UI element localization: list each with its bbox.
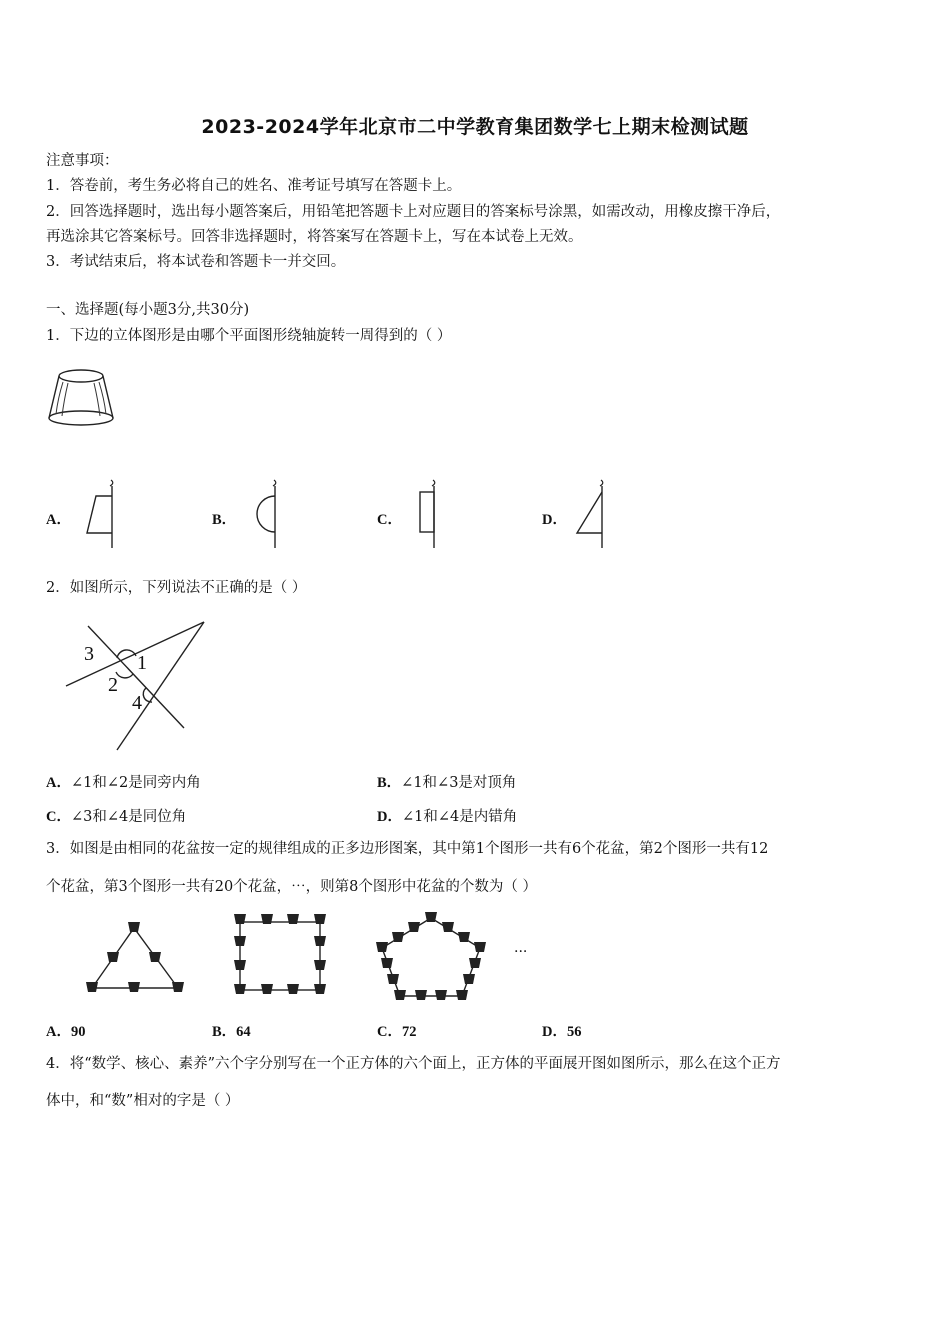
question-4-stem-line2: 体中，和“数”相对的字是（ ） (46, 1093, 240, 1109)
q2-option-a[interactable] (46, 771, 201, 792)
q2-option-a-letter: A． (46, 775, 71, 791)
page-title: 2023-2024学年北京市二中学教育集团数学七上期末检测试题 (201, 116, 749, 138)
flowerpot-pentagon-figure (372, 908, 490, 1004)
q2-option-c-letter: C． (46, 809, 71, 825)
q1-option-a-figure (82, 478, 122, 550)
q2-option-b-letter: B． (377, 775, 402, 791)
q3-option-d-letter: D． (542, 1024, 567, 1040)
q2-option-d-letter: D． (377, 809, 402, 825)
q1-option-d-label[interactable]: D． (542, 512, 567, 528)
angle-label-1: 1 (137, 652, 147, 674)
angle-figure (60, 614, 210, 754)
q2-option-c-text: ∠3和∠4是同位角 (70, 809, 187, 825)
frustum-figure (48, 366, 118, 430)
q3-option-b[interactable] (212, 1020, 251, 1041)
notes-heading: 注意事项： (46, 153, 119, 169)
question-4-stem-line1: 4．将“数学、核心、素养”六个字分别写在一个正方体的六个面上，正方体的平面展开图如图所示，那么在这个正方 (46, 1056, 781, 1072)
angle-label-4: 4 (132, 692, 142, 714)
question-3-stem-line1: 3．如图是由相同的花盆按一定的规律组成的正多边形图案，其中第1个图形一共有6个花盆，第2个图形一共有12 (46, 841, 769, 857)
q1-option-b-figure (250, 478, 290, 550)
q3-option-c[interactable] (377, 1020, 416, 1041)
q2-option-b[interactable] (377, 771, 516, 792)
angle-label-2: 2 (108, 674, 118, 696)
q3-option-c-letter: C． (377, 1024, 402, 1040)
q2-option-c[interactable] (46, 805, 186, 826)
q3-option-b-text: 64 (236, 1024, 251, 1040)
note-item: 1．答卷前，考生务必将自己的姓名、准考证号填写在答题卡上。 (46, 178, 462, 194)
q2-option-a-text: ∠1和∠2是同旁内角 (70, 775, 201, 791)
q2-option-d-text: ∠1和∠4是内错角 (401, 809, 518, 825)
q3-option-a-letter: A． (46, 1024, 71, 1040)
q2-option-b-text: ∠1和∠3是对顶角 (401, 775, 517, 791)
note-item: 2．回答选择题时，选出每小题答案后，用铅笔把答题卡上对应题目的答案标号涂黑，如需改动，用橡皮擦干净后， (46, 204, 781, 220)
flowerpot-triangle-figure (82, 918, 190, 1000)
question-1-stem: 1．下边的立体图形是由哪个平面图形绕轴旋转一周得到的（ ） (46, 328, 452, 344)
q3-option-c-text: 72 (401, 1024, 417, 1040)
q2-option-d[interactable] (377, 805, 517, 826)
question-2-stem: 2．如图所示，下列说法不正确的是（ ） (46, 580, 307, 596)
q3-option-d-text: 56 (566, 1024, 582, 1040)
q3-option-a-text: 90 (70, 1024, 86, 1040)
q1-option-a-label[interactable]: A． (46, 512, 71, 528)
section-heading: 一、选择题(每小题3分,共30分) (46, 302, 250, 318)
note-item: 再选涂其它答案标号。回答非选择题时，将答案写在答题卡上，写在本试卷上无效。 (46, 229, 583, 245)
q1-option-b-label[interactable]: B． (212, 512, 237, 528)
q3-option-a[interactable] (46, 1020, 85, 1041)
q3-option-b-letter: B． (212, 1024, 237, 1040)
flowerpot-square-figure (228, 912, 332, 1000)
q3-option-d[interactable] (542, 1020, 581, 1041)
question-3-stem-line2: 个花盆，第3个图形一共有20个花盆，⋯，则第8个图形中花盆的个数为（ ） (46, 879, 538, 895)
q1-option-d-figure (572, 478, 612, 550)
q1-option-c-figure (412, 478, 452, 550)
figure-ellipsis: ... (514, 940, 528, 956)
q1-option-c-label[interactable]: C． (377, 512, 402, 528)
note-item: 3．考试结束后，将本试卷和答题卡一并交回。 (46, 254, 346, 270)
angle-label-3: 3 (84, 643, 94, 665)
